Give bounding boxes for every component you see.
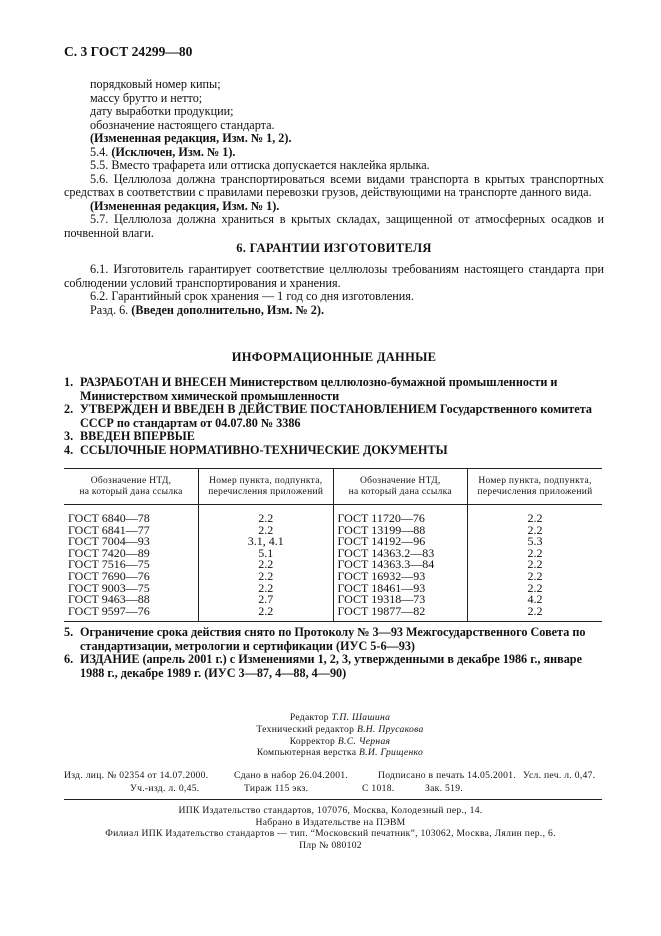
marking-line: обозначение настоящего стандарта. <box>90 117 275 132</box>
column-header: Номер пункта, подпункта, перечисления приложений <box>468 469 603 505</box>
imprint-circulation: Тираж 115 экз. <box>244 783 309 794</box>
info-title: ИНФОРМАЦИОННЫЕ ДАННЫЕ <box>231 350 437 364</box>
imprint-s: С 1018. <box>362 783 395 794</box>
credit-label: Редактор <box>289 712 329 723</box>
doc-designation-cell: ГОСТ 13199—88 <box>333 525 468 537</box>
column-header: Номер пункта, подпункта, перечисления приложений <box>199 469 334 505</box>
item-number: 3. <box>64 429 74 444</box>
divider <box>64 799 602 800</box>
doc-designation-cell: ГОСТ 7690—76 <box>68 568 150 583</box>
item-number: 6. <box>64 652 74 667</box>
references-table <box>64 468 602 622</box>
credit-label: Технический редактор <box>256 723 355 735</box>
info-item <box>64 444 600 458</box>
doc-designation-cell: ГОСТ 11720—76 <box>333 505 468 525</box>
clause-number-cell: 2.2 <box>199 525 334 537</box>
section-5-body <box>64 78 604 240</box>
imprint-typeset: Сдано в набор 26.04.2001. <box>234 770 349 781</box>
clause-note: (Исключен, Изм. № 1). <box>111 144 236 159</box>
publisher-info <box>0 805 661 851</box>
clause-5-7: 5.7. Целлюлоза должна храниться в крытых складах, защищенной от атмосферных осадков и почвенной влаги. <box>64 212 604 240</box>
credit-tech-editor <box>190 724 490 736</box>
credits <box>190 712 490 759</box>
page-header: С. 3 ГОСТ 24299—80 <box>64 44 193 59</box>
item-text: УТВЕРЖДЕН И ВВЕДЕН В ДЕЙСТВИЕ ПОСТАНОВЛЕНИЕМ Государственного комитета СССР по стандартам от 04.07.80 № 3386 <box>80 402 592 430</box>
section-6-title: 6. ГАРАНТИИ ИЗГОТОВИТЕЛЯ <box>236 241 432 255</box>
clause-5-6: 5.6. Целлюлоза должна транспортироваться всеми видами транспорта в крытых транспортных средствах в соответствии с правилами перевозки грузов, действующими на транспорте данного вида. <box>64 171 604 199</box>
item-text: РАЗРАБОТАН И ВНЕСЕН Министерством целлюлозно-бумажной промышленности и Министерством химической промышленности <box>80 375 558 403</box>
clause-5-4 <box>64 146 604 160</box>
info-list-continued <box>64 626 600 680</box>
doc-designation-cell: ГОСТ 9003—75 <box>68 580 150 595</box>
clause-5-5: 5.5. Вместо трафарета или оттиска допускается наклейка ярлыка. <box>90 158 430 172</box>
clause-number-cell: 2.2 <box>468 559 603 571</box>
doc-designation-cell: ГОСТ 7004—93 <box>68 534 150 549</box>
doc-designation-cell: ГОСТ 19877—82 <box>333 606 468 622</box>
credit-name: Т.П. Шашина <box>331 712 391 723</box>
marking-line: порядковый номер кипы; <box>90 77 221 91</box>
credit-name: В.И. Грищенко <box>358 747 424 759</box>
clause-number-cell: 5.3 <box>468 536 603 548</box>
edit-note: (Измененная редакция, Изм. № 1). <box>90 198 280 213</box>
section-6-note <box>64 304 604 318</box>
doc-designation-cell: ГОСТ 7516—75 <box>68 557 150 572</box>
doc-designation-cell: ГОСТ 14363.3—84 <box>333 559 468 571</box>
clause-number-cell: 2.2 <box>199 606 334 622</box>
clause-number-cell: 2.2 <box>199 583 334 595</box>
item-number: 2. <box>64 402 74 417</box>
credit-label: Компьютерная верстка <box>256 747 357 759</box>
publisher-line: ИПК Издательство стандартов, 107076, Москва, Колодезный пер., 14. <box>178 805 483 816</box>
credit-name: В.С. Черная <box>337 735 391 747</box>
note-text: (Введен дополнительно, Изм. № 2). <box>131 302 325 317</box>
credit-editor <box>190 712 490 724</box>
clause-number-cell: 2.2 <box>468 525 603 537</box>
doc-designation-cell: ГОСТ 6841—77 <box>68 522 150 537</box>
clause-number-cell: 2.2 <box>468 571 603 583</box>
clause-number: 5.4. <box>90 144 109 159</box>
item-number: 1. <box>64 375 74 389</box>
edit-note: (Измененная редакция, Изм. № 1, 2). <box>90 131 292 145</box>
table-row <box>64 606 602 622</box>
info-item <box>64 403 600 430</box>
info-item <box>64 653 600 680</box>
doc-designation-cell: ГОСТ 14192—96 <box>333 536 468 548</box>
item-number: 4. <box>64 442 74 457</box>
clause-number-cell: 2.2 <box>468 583 603 595</box>
info-item <box>64 376 600 403</box>
doc-designation-cell: ГОСТ 9463—88 <box>68 592 150 607</box>
note-prefix: Разд. 6. <box>90 302 129 317</box>
table-header-row <box>64 469 602 505</box>
imprint-order: Зак. 519. <box>425 783 464 794</box>
doc-designation-cell: ГОСТ 7420—89 <box>68 545 150 560</box>
imprint-license: Изд. лиц. № 02354 от 14.07.2000. <box>64 770 209 781</box>
clause-number-cell: 2.2 <box>199 505 334 525</box>
item-text: ИЗДАНИЕ (апрель 2001 г.) с Изменениями 1, 2, 3, утвержденными в декабре 1986 г., январе 1988 г., декабре 1989 г. (ИУС 3—87, 4—88, 4—90) <box>80 652 582 680</box>
publisher-line: Плр № 080102 <box>299 839 362 851</box>
imprint-signed: Подписано в печать 14.05.2001. <box>378 770 517 781</box>
doc-designation-cell: ГОСТ 19318—73 <box>333 594 468 606</box>
clause-number-cell: 2.2 <box>199 559 334 571</box>
credit-name: В.Н. Прусакова <box>356 723 424 735</box>
info-list <box>64 376 600 458</box>
clause-number-cell: 5.1 <box>199 548 334 560</box>
imprint-publisher-sheets: Уч.-изд. л. 0,45. <box>130 783 200 794</box>
imprint-print-sheets: Усл. печ. л. 0,47. <box>523 770 596 781</box>
column-header: Обозначение НТД, на который дана ссылка <box>333 469 468 505</box>
doc-designation-cell: ГОСТ 6840—78 <box>68 511 150 525</box>
table-row <box>64 505 602 525</box>
table-body <box>64 505 602 622</box>
item-text: ССЫЛОЧНЫЕ НОРМАТИВНО-ТЕХНИЧЕСКИЕ ДОКУМЕНТЫ <box>80 442 448 457</box>
clause-number-cell: 3.1, 4.1 <box>199 536 334 548</box>
item-text: ВВЕДЕН ВПЕРВЫЕ <box>80 429 195 444</box>
publisher-line: Филиал ИПК Издательство стандартов — тип. “Московский печатник”, 103062, Москва, Лялин пер., 6. <box>105 828 556 840</box>
clause-number-cell: 4.2 <box>468 594 603 606</box>
credit-label: Корректор <box>289 735 336 747</box>
info-item <box>64 626 600 653</box>
publisher-line: Набрано в Издательстве на ПЭВМ <box>255 816 406 828</box>
clause-number-cell: 2.2 <box>468 505 603 525</box>
marking-line: дату выработки продукции; <box>90 104 234 118</box>
doc-designation-cell: ГОСТ 9597—76 <box>64 606 199 622</box>
clause-number-cell: 2.2 <box>199 571 334 583</box>
section-6-body <box>64 263 604 317</box>
clause-6-2: 6.2. Гарантийный срок хранения — 1 год со дня изготовления. <box>90 289 414 303</box>
clause-number-cell: 2.2 <box>468 548 603 560</box>
clause-number-cell: 2.7 <box>199 594 334 606</box>
doc-designation-cell: ГОСТ 18461—93 <box>333 583 468 595</box>
item-text: Ограничение срока действия снято по Протоколу № 3—93 Межгосударственного Совета по стандартизации, метрологии и сертификации (ИУС 5-6—93) <box>80 625 586 653</box>
column-header: Обозначение НТД, на который дана ссылка <box>64 469 199 505</box>
doc-designation-cell: ГОСТ 14363.2—83 <box>333 548 468 560</box>
doc-designation-cell: ГОСТ 16932—93 <box>333 571 468 583</box>
clause-number-cell: 2.2 <box>468 606 603 622</box>
credit-corrector <box>190 736 490 748</box>
credit-layout <box>190 747 490 759</box>
clause-6-1: 6.1. Изготовитель гарантирует соответствие целлюлозы требованиям настоящего стандарта при соблюдении условий транспортирования и хранения. <box>64 262 604 290</box>
item-number: 5. <box>64 625 74 639</box>
info-item <box>64 430 600 444</box>
marking-line: массу брутто и нетто; <box>90 90 203 105</box>
